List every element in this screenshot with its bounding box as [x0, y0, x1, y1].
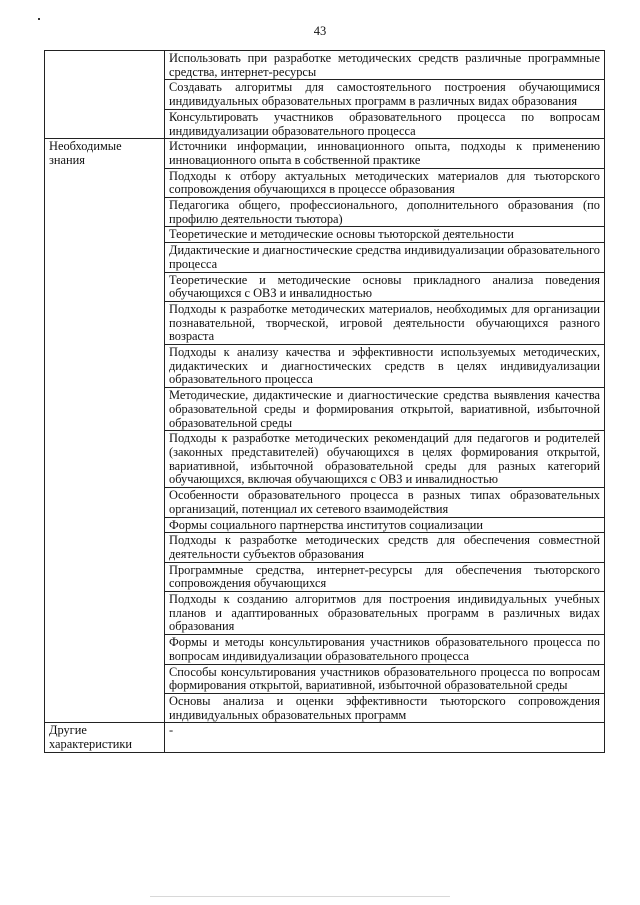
section-label: Необходимые знания [45, 139, 165, 723]
requirement-text: Формы социального партнерства институтов социализации [165, 517, 605, 533]
requirement-text: - [165, 723, 605, 752]
requirement-text: Подходы к разработке методических материалов, необходимых для организации познавательной, творческой, игровой деятельности обучающихся разного возраста [165, 301, 605, 344]
scan-mark [38, 18, 40, 20]
requirement-text: Использовать при разработке методических средств различные программные средства, интернет-ресурсы [165, 51, 605, 80]
scan-edge [150, 896, 450, 897]
table-row [45, 51, 605, 80]
requirement-text: Методические, дидактические и диагностические средства выявления качества образовательной среды и формирования открытой, вариативной, избыточной образовательной среды [165, 388, 605, 431]
requirement-text: Подходы к анализу качества и эффективности используемых методических, дидактических и диагностических средств в целях индивидуализации образовательного процесса [165, 345, 605, 388]
requirement-text: Источники информации, инновационного опыта, подходы к применению инновационного опыта в собственной практике [165, 139, 605, 168]
section-label [45, 51, 165, 139]
requirement-text: Дидактические и диагностические средства индивидуализации образовательного процесса [165, 243, 605, 272]
requirement-text: Способы консультирования участников образовательного процесса по вопросам формирования открытой, вариативной, избыточной образовательной среды [165, 664, 605, 693]
requirements-table [44, 50, 605, 753]
table-row [45, 723, 605, 752]
requirement-text: Консультировать участников образовательного процесса по вопросам индивидуализации образовательного процесса [165, 109, 605, 138]
requirement-text: Подходы к разработке методических средств для обеспечения совместной деятельности субъектов образования [165, 533, 605, 562]
page-number: 43 [313, 24, 327, 38]
requirement-text: Подходы к отбору актуальных методических материалов для тьюторского сопровождения обучающихся в процессе образования [165, 168, 605, 197]
requirement-text: Теоретические и методические основы прикладного анализа поведения обучающихся с ОВЗ и инвалидностью [165, 272, 605, 301]
requirement-text: Основы анализа и оценки эффективности тьюторского сопровождения индивидуальных образовательных программ [165, 693, 605, 722]
requirement-text: Подходы к разработке методических рекомендаций для педагогов и родителей (законных представителей) обучающихся в целях формирования открытой, вариативной, избыточной образовательной среды для разных категорий обучающихся, включая обучающихся с ОВЗ и инвалидностью [165, 431, 605, 488]
section-label: Другие характеристики [45, 723, 165, 752]
requirement-text: Создавать алгоритмы для самостоятельного построения обучающимися индивидуальных образовательных программ в различных видах образования [165, 80, 605, 109]
requirement-text: Программные средства, интернет-ресурсы для обеспечения тьюторского сопровождения обучающихся [165, 562, 605, 591]
requirement-text: Формы и методы консультирования участников образовательного процесса по вопросам индивидуализации образовательного процесса [165, 635, 605, 664]
requirement-text: Особенности образовательного процесса в разных типах образовательных организаций, потенциал их сетевого взаимодействия [165, 488, 605, 517]
requirement-text: Педагогика общего, профессионального, дополнительного образования (по профилю деятельности тьютора) [165, 198, 605, 227]
requirement-text: Подходы к созданию алгоритмов для построения индивидуальных учебных планов и адаптированных образовательных программ в различных видах образования [165, 592, 605, 635]
table-body [45, 51, 605, 753]
requirement-text: Теоретические и методические основы тьюторской деятельности [165, 227, 605, 243]
table-row [45, 139, 605, 168]
